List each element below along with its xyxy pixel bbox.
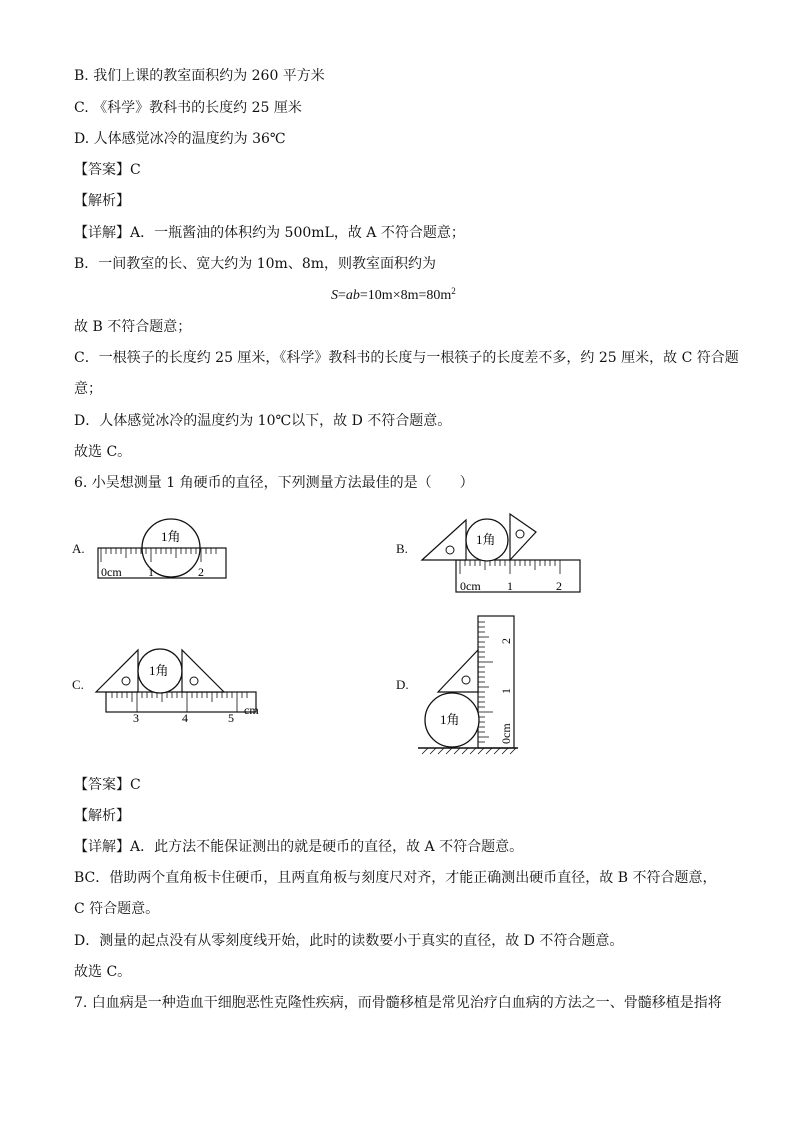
detail-bc-line-cont: C 符合题意。 xyxy=(74,901,160,917)
coin-b-label: 1角 xyxy=(476,532,496,547)
coin-d-label: 1角 xyxy=(440,712,460,727)
detail-c-line-cont: 意； xyxy=(74,381,102,397)
option-b-line: B. 我们上课的教室面积约为 260 平方米 xyxy=(74,68,325,84)
answer-label: 【答案】C xyxy=(74,162,141,178)
tick-a-0: 0cm xyxy=(101,565,122,579)
tick-c-4: 4 xyxy=(182,711,188,725)
area-formula xyxy=(331,286,456,304)
option-d-line: D. 人体感觉冰冷的温度约为 36℃ xyxy=(74,131,286,147)
ruler-c xyxy=(106,692,256,712)
figure-a xyxy=(90,516,235,584)
choose-line: 故选 C。 xyxy=(74,444,132,460)
tick-b-2: 2 xyxy=(556,579,562,593)
figure-c-letter: C. xyxy=(72,677,84,692)
analysis-label: 【解析】 xyxy=(74,193,130,209)
tick-c-5: 5 xyxy=(228,711,234,725)
tick-a-1: 1 xyxy=(148,565,154,579)
tick-d-1: 1 xyxy=(499,688,513,694)
triangle-d xyxy=(438,650,478,692)
formula-ab: ab xyxy=(345,288,360,303)
detail-d-line: D．人体感觉冰冷的温度约为 10℃以下，故 D 不符合题意。 xyxy=(74,413,452,429)
detail-b-line: B．一间教室的长、宽大约为 10m、8m，则教室面积约为 xyxy=(74,256,437,272)
answer-label-2: 【答案】C xyxy=(74,777,141,793)
ruler-d-ticks xyxy=(478,622,493,742)
analysis-label-2: 【解析】 xyxy=(74,808,130,824)
unit-c: cm xyxy=(244,703,259,717)
tick-d-0: 0cm xyxy=(499,723,513,744)
tick-c-3: 3 xyxy=(133,711,139,725)
tick-b-1: 1 xyxy=(507,579,513,593)
formula-rhs: =10m×8m=80m xyxy=(359,288,452,303)
tick-b-0: 0cm xyxy=(460,579,481,593)
formula-sup: 2 xyxy=(451,286,456,296)
question-6: 6. 小吴想测量 1 角硬币的直径，下列测量方法最佳的是（ ） xyxy=(74,475,474,491)
triangle-c-left xyxy=(96,650,138,692)
figure-b-letter: B. xyxy=(396,541,408,556)
ground-d-hatch xyxy=(422,748,516,754)
detail-a-line: 【详解】A．一瓶酱油的体积约为 500mL，故 A 不符合题意； xyxy=(74,225,465,241)
figure-b xyxy=(418,504,583,596)
coin-a-label: 1角 xyxy=(161,529,181,544)
detail-d-line-2: D．测量的起点没有从零刻度线开始，此时的读数要小于真实的直径，故 D 不符合题意。 xyxy=(74,933,624,949)
detail-bc-line: BC．借助两个直角板卡住硬币，且两直角板与刻度尺对齐，才能正确测出硬币直径，故 B 不符合题意， xyxy=(74,870,717,886)
option-c-line: C. 《科学》教科书的长度约 25 厘米 xyxy=(74,100,302,116)
figure-c xyxy=(92,644,272,726)
ruler-c-ticks xyxy=(112,692,247,712)
formula-eq: = xyxy=(338,288,346,303)
tick-d-2: 2 xyxy=(499,638,513,644)
ruler-b-ticks xyxy=(460,560,560,574)
detail-a-line-2: 【详解】A．此方法不能保证测出的就是硬币的直径，故 A 不符合题意。 xyxy=(74,839,524,855)
detail-c-line: C．一根筷子的长度约 25 厘米，《科学》教科书的长度与一根筷子的长度差不多，约 25 厘米，故 C 符合题 xyxy=(74,350,739,366)
figure-d-letter: D. xyxy=(396,677,409,692)
tick-a-2: 2 xyxy=(198,565,204,579)
triangle-b-left xyxy=(422,520,466,560)
figure-d xyxy=(418,612,528,758)
triangle-c-right xyxy=(182,650,224,692)
figure-a-letter: A. xyxy=(72,541,85,556)
choose-line-2: 故选 C。 xyxy=(74,964,132,980)
coin-c-label: 1角 xyxy=(149,663,169,678)
formula-s: S xyxy=(331,288,338,303)
question-7: 7. 白血病是一种造血干细胞恶性克隆性疾病，而骨髓移植是常见治疗白血病的方法之一、骨髓移植是指将 xyxy=(74,995,722,1011)
detail-b-conclusion: 故 B 不符合题意； xyxy=(74,319,192,335)
